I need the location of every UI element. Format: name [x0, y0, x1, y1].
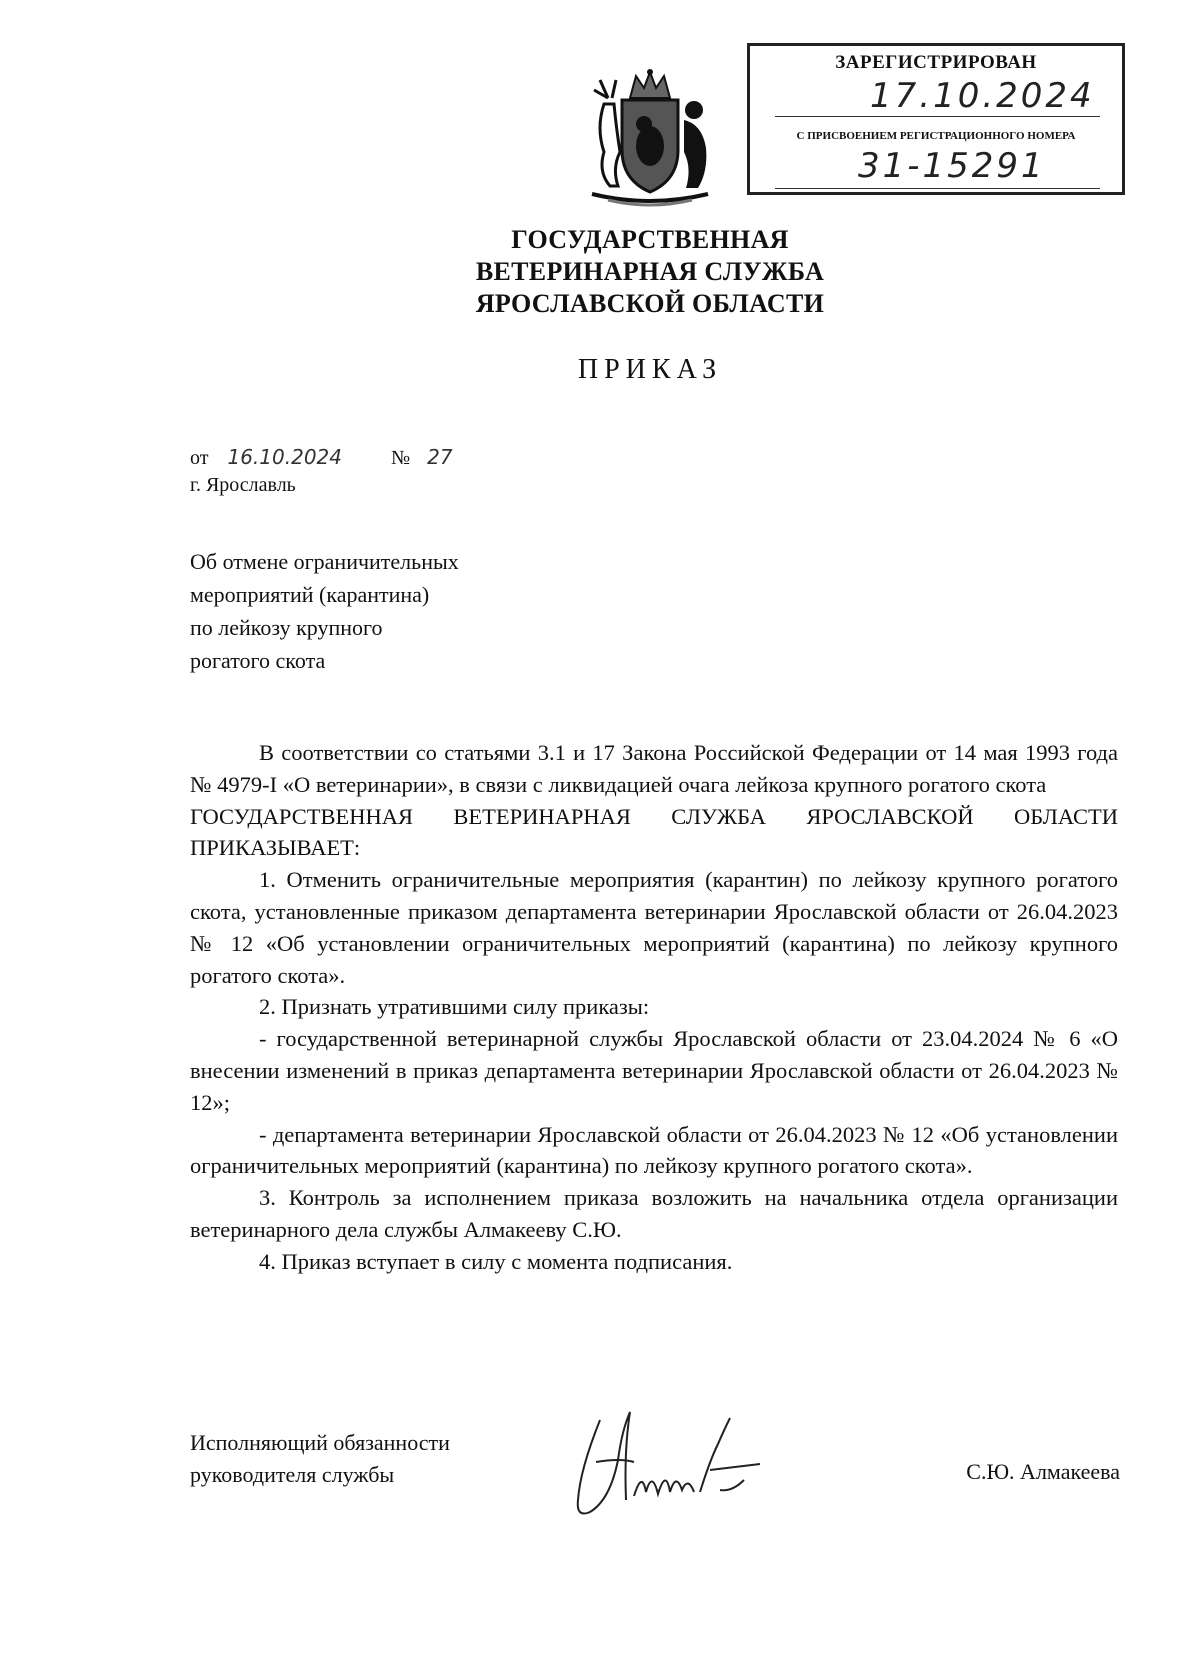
- stamp-divider: [775, 116, 1100, 117]
- organization-line: ГОСУДАРСТВЕННАЯ: [511, 225, 789, 254]
- order-item-2a: - государственной ветеринарной службы Ярославской области от 23.04.2024 № 6 «О внесении изменений в приказ департамента ветеринарии Ярославской области от 26.04.2023 № 12»;: [190, 1026, 1118, 1115]
- subject-line: Об отмене ограничительных: [190, 549, 459, 574]
- subject-line: мероприятий (карантина): [190, 582, 430, 607]
- stamp-registration-date: 17.10.2024: [870, 76, 1095, 116]
- order-number: 27: [427, 445, 453, 469]
- document-type: ПРИКАЗ: [577, 354, 723, 385]
- stamp-title: ЗАРЕГИСТРИРОВАН: [835, 52, 1037, 73]
- subject-line: рогатого скота: [190, 648, 326, 673]
- order-item-2b: - департамента ветеринарии Ярославской области от 26.04.2023 № 12 «Об установлении ограничительных мероприятий (карантина) по лейкозу крупного рогатого скота».: [190, 1121, 1118, 1179]
- stamp-subtitle: С ПРИСВОЕНИЕМ РЕГИСТРАЦИОННОГО НОМЕРА: [796, 130, 1076, 142]
- order-item-4: 4. Приказ вступает в силу с момента подписания.: [259, 1248, 733, 1274]
- order-item-2: 2. Признать утратившими силу приказы:: [259, 994, 650, 1020]
- stamp-divider: [775, 188, 1100, 189]
- city: г. Ярославль: [190, 474, 296, 496]
- signatory-position: [190, 1427, 450, 1491]
- number-prefix: №: [391, 447, 411, 469]
- stamp-registration-number: 31-15291: [858, 146, 1046, 186]
- position-line: Исполняющий обязанности: [190, 1430, 450, 1455]
- organization-line: ЯРОСЛАВСКОЙ ОБЛАСТИ: [475, 289, 825, 318]
- organization-line: ВЕТЕРИНАРНАЯ СЛУЖБА: [475, 257, 825, 286]
- date-prefix: от: [190, 447, 209, 469]
- preamble-paragraph: В соответствии со статьями 3.1 и 17 Закона Российской Федерации от 14 мая 1993 года № 4979-I «О ветеринарии», в связи с ликвидацией очага лейкоза крупного рогатого скота: [190, 740, 1118, 797]
- order-date: 16.10.2024: [227, 445, 342, 469]
- subject-line: по лейкозу крупного: [190, 615, 383, 640]
- order-date-line: [190, 445, 453, 470]
- order-body: [190, 737, 1118, 1278]
- signatory-name: С.Ю. Алмакеева: [966, 1459, 1120, 1484]
- order-item-1: 1. Отменить ограничительные мероприятия (карантин) по лейкозу крупного рогатого скота, установленные приказом департамента ветеринарии Ярославской области от 26.04.2023 № 12 «Об установлении ограничительных мероприятий (карантина) по лейкозу крупного рогатого скота».: [190, 867, 1118, 988]
- order-phrase: ГОСУДАРСТВЕННАЯ ВЕТЕРИНАРНАЯ СЛУЖБА ЯРОСЛАВСКОЙ ОБЛАСТИ ПРИКАЗЫВАЕТ:: [190, 803, 1118, 861]
- organization-name: [400, 224, 900, 320]
- handwritten-signature: [560, 1400, 790, 1520]
- registration-stamp: [747, 43, 1125, 195]
- order-subject: [190, 545, 459, 677]
- order-item-3: 3. Контроль за исполнением приказа возложить на начальника отдела организации ветеринарного дела службы Алмакееву С.Ю.: [190, 1185, 1118, 1242]
- position-line: руководителя службы: [190, 1462, 395, 1487]
- yaroslavl-coat-of-arms-icon: [578, 68, 722, 208]
